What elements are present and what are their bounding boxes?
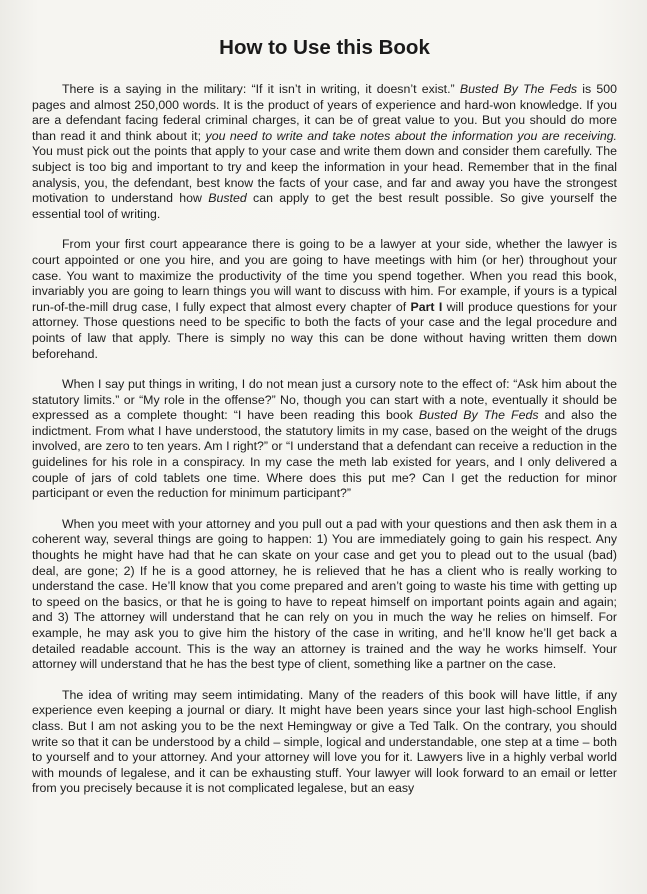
paragraph-4-text-1: When you meet with your attorney and you pull out a pad with your questions and then ask them in a coherent way, several things are going to happen: 1) You are immediately going to gain his respect. Any thoughts he might have had that he can skate on your case and get you to plead out to the usual (bad) deal, are gone; 2) If he is a good attorney, he is relieved that he has a client who is really working to understand the case. He’ll know that you come prepared and aren’t going to waste his time with getting up to speed on the basics, or that he is going to have to repeat himself on important points again and again; and 3) The attorney will understand that he can rely on you in much the way he relies on himself. For example, he may ask you to give him the history of the case in writing, and he’ll know he’ll get back a detailed readable account. This is the way an attorney is trained and the way he works himself. Your attorney will understand that he has the best type of client, something like a partner on the case.	[32, 516, 617, 672]
book-title-italic: Busted By The Feds	[459, 82, 578, 96]
paragraph-5	[32, 688, 617, 797]
paragraph-2-text-1: From your first court appearance there is going to be a lawyer at your side, whether the lawyer is court appointed or one you hire, and you are going to have meetings with him (or her) throughout your case. You want to maximize the productivity of the time you spend together. When you read this book, invariably you are going to learn things you will want to discuss with him. For example, if yours is a typical run-of-the-mill drug case, I fully expect that almost every chapter of	[32, 237, 617, 314]
paragraph-1-text-2: is 500 pages and almost 250,000 words. It is the product of years of experience and hard-won knowledge. If you are a defendant facing federal criminal charges, it can be of great value to you. But you should do more than read it and think about it;	[32, 82, 617, 143]
paragraph-1-text-3: You must pick out the points that apply to your case and write them down and consider them carefully. The subject is too big and important to try and keep the information in your head. Remember that in the final analysis, you, the defendant, best know the facts of your case, and far and away you have the strongest motivation to understand how	[32, 144, 617, 206]
paragraph-3-text-2: and also the indictment. From what I have understood, the statutory limits in my case, based on the weight of the drugs involved, are zero to ten years. Am I right?” or “I understand that a defendant can receive a reduction in the guidelines for his role in a conspiracy. In my case the meth lab existed for years, and I only delivered a couple of jars of cold tablets one time. Where does this put me? Can I get the reduction for minor participant or even the reduction for minimum participant?”	[32, 408, 617, 501]
paragraph-4	[32, 517, 617, 673]
paragraph-1-text-4: can apply to get the best result possible. So give yourself the essential tool of writing.	[32, 191, 617, 221]
emphasis-italic: you need to write and take notes about the information you are receiving.	[205, 128, 617, 143]
paragraph-1-text-1: There is a saying in the military: “If it isn’t in writing, it doesn’t exist.”	[62, 82, 460, 96]
page-title: How to Use this Book	[219, 36, 430, 59]
paragraph-5-text-1: The idea of writing may seem intimidating. Many of the readers of this book will have little, if any experience even keeping a journal or diary. It might have been years since your last high-school English class. But I am not asking you to be the next Hemingway or give a Ted Talk. On the contrary, you should write so that it can be understood by a child – simple, logical and understandable, one step at a time – both to yourself and to your attorney. And your attorney will love you for it. Lawyers live in a highly verbal world with mounds of legalese, and it can be exhausting stuff. Your lawyer will look forward to an email or letter from you precisely because it is not complicated legalese, but an easy	[32, 687, 617, 796]
paragraph-3-text-1: When I say put things in writing, I do not mean just a cursory note to the effect of: “Ask him about the statutory limits.” or “My role in the offense?” No, though you can start with a note, eventually it should be expressed as a complete thought: “I have been reading this book	[32, 377, 617, 423]
paragraph-2	[32, 237, 617, 362]
book-short-title-italic: Busted	[208, 191, 247, 206]
paragraph-1	[32, 82, 617, 222]
book-title-italic: Busted By The Feds	[418, 408, 539, 423]
paragraph-3	[32, 377, 617, 502]
part-reference-bold: Part I	[410, 299, 443, 314]
paragraph-2-text-2: will produce questions for your attorney. Those questions need to be specific to both the facts of your case and the legal procedure and points of law that apply. There is simply no way this can be done without having written them down beforehand.	[32, 299, 618, 361]
